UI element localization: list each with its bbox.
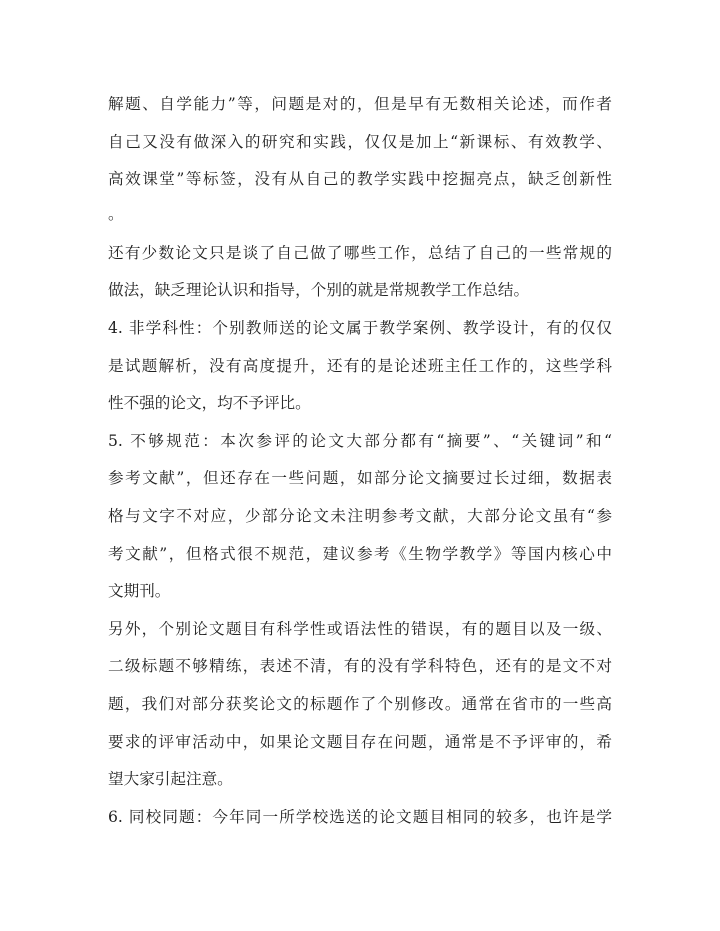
- text-line-12: 格与文字不对应，少部分论文未注明参考文献，大部分论文虽有“参: [108, 506, 612, 525]
- text-line-1: 解题、自学能力”等，问题是对的，但是早有无数相关论述，而作者: [108, 95, 612, 113]
- text-line-16: 二级标题不够精练，表述不清，有的没有学科特色，还有的是文不对: [108, 657, 612, 676]
- text-line-9: 性不强的论文，均不予评比。: [108, 394, 311, 413]
- text-line-19: 望大家引起注意。: [108, 770, 233, 789]
- text-line-8: 是试题解析，没有高度提升，还有的是论述班主任工作的，这些学科: [108, 356, 612, 375]
- text-line-3: 高效课堂”等标签，没有从自己的教学实践中挖掘亮点，缺乏创新性: [108, 170, 612, 189]
- text-line-20: 6. 同校同题：今年同一所学校选送的论文题目相同的较多，也许是学: [108, 807, 612, 826]
- text-line-15: 另外，个别论文题目有科学性或语法性的错误，有的题目以及一级、: [108, 619, 612, 638]
- text-line-10: 5. 不够规范：本次参评的论文大部分都有“摘要”、“关键词”和“: [108, 431, 612, 450]
- text-line-7: 4. 非学科性：个别教师送的论文属于教学案例、教学设计，有的仅仅: [108, 318, 612, 337]
- text-line-14: 文期刊。: [108, 582, 171, 601]
- text-line-18: 要求的评审活动中，如果论文题目存在问题，通常是不予评审的，希: [108, 732, 612, 751]
- text-line-4: 。: [108, 204, 124, 223]
- text-line-5: 还有少数论文只是谈了自己做了哪些工作，总结了自己的一些常规的: [108, 243, 612, 262]
- text-line-11: 参考文献”，但还存在一些问题，如部分论文摘要过长过细，数据表: [108, 469, 612, 488]
- text-line-17: 题，我们对部分获奖论文的标题作了个别修改。通常在省市的一些高: [108, 694, 612, 713]
- text-line-2: 自己又没有做深入的研究和实践，仅仅是加上“新课标、有效教学、: [108, 132, 612, 151]
- text-line-6: 做法，缺乏理论认识和指导，个别的就是常规教学工作总结。: [108, 281, 530, 300]
- text-line-13: 考文献”，但格式很不规范，建议参考《生物学教学》等国内核心中: [108, 544, 612, 563]
